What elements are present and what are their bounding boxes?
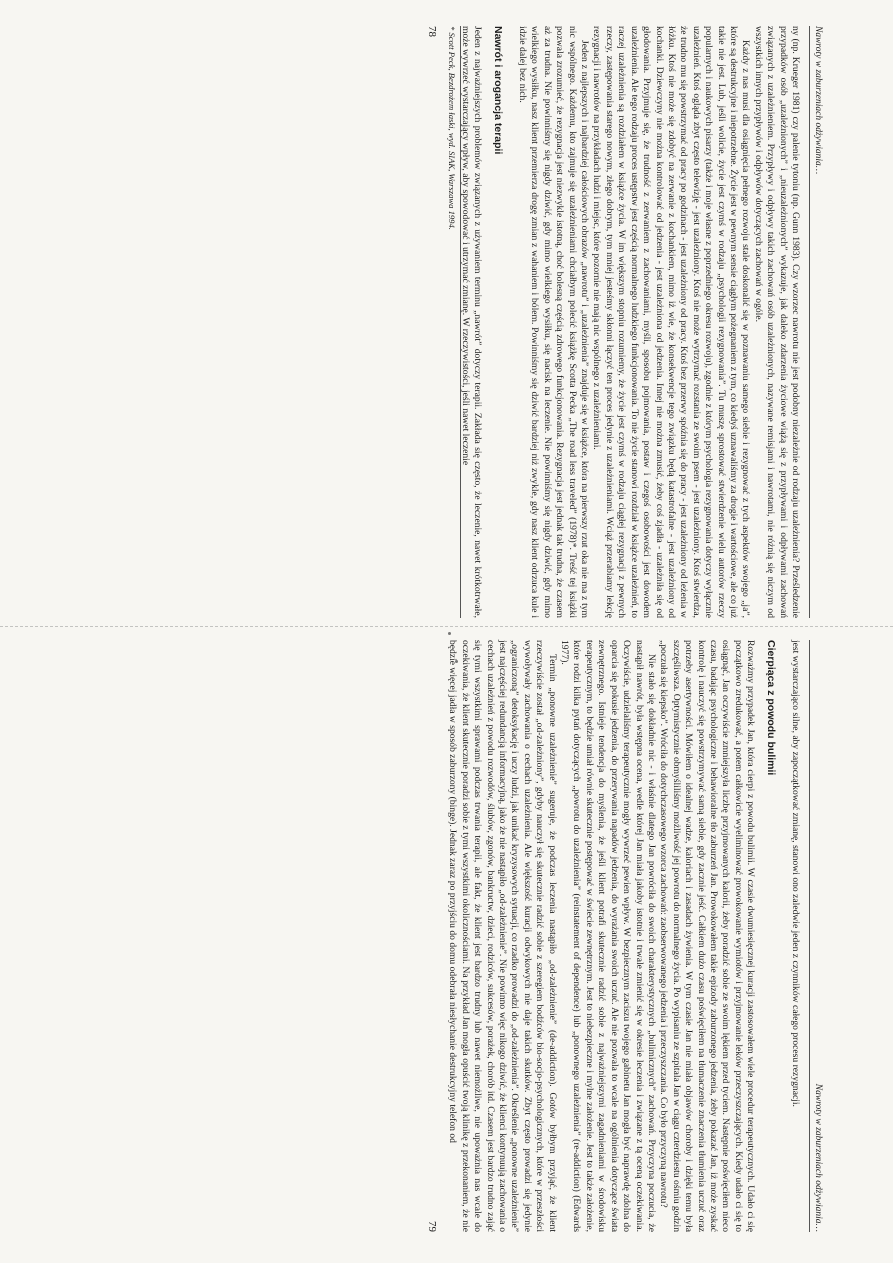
paragraph: Każdy z nas musi dla osiągnięcia pełnego rozwoju stale doskonalić się w poznawaniu samego siebie i rezygnować z tych aspektów swojego „ja”, które są destrukcyjne i niepotrzebne. Życie jest w pewnym sensie ciągłym pożegnaniem z tym, co kiedyś uznawaliśmy za drogie i wartościowe, ale co już takie nie jest. Lub, jeśli wolicie, życie jest czymś w rodzaju „psychologii rezygnowania”. Tu muszę sprostować stwierdzenie wielu autorów rzeczy popularnych i naukowych pisarzy (także i moje własne z poprzedniego okresu rozwoju), zgodnie z którym psychologia rezygnowania dotyczy wyłącznie uzależnień. Ktoś ogląda zbyt często telewizję - jest uzależniony. Ktoś nie może wytrzymać rozstania ze swoim psem - jest uzależniony. Ktoś stwierdza, że trudno mu się powstrzymać od pracy po godzinach - jest uzależniony od pracy. Ktoś bez przerwy spóźnia się do pracy - jest uzależniony od leżenia w łóżku. Ktoś nie może się zdobyć na zerwanie z kochankiem, mimo iż wie, że konsekwencje tego związku będą katastrofalne - jest uzależniony od kochanki. Dziewczyny nie można kontrolować od jedzenia - jest uzależniona od jedzenia. Innej nie można zmusić, żeby coś zjadła - uzależniła się od głodowania. Przyjmuje się, że trudność z zerwaniem z zachowaniami, myśli, sposobu pojmowania, postaw i czegoś osobowości jest dowodem uzależnienia. Ale tego rodzaju proces ustępstw jest częścią normalnego ludzkiego funkcjonowania. To nie życie stanowi rozdział w książce uzależnień, to raczej uzależnienia są rozdziałem w książce życia. W im większym stopniu rozumiemy, że życie jest czymś w rodzaju ciągłej rezygnacji z pewnych rzeczy, zastępowania starego nowym, złego dobrym, tym mniej jesteśmy skłonni łączyć ten proces jedynie z uzależnieniami. Wciąż przerabiamy lekcję rezygnacji i nawrotów na przykładach ludzi i miejsc, które pozornie nie mają nic wspólnego z uzależnieniami. <box>591 26 752 618</box>
running-header <box>809 640 824 1232</box>
book-page-right <box>426 640 824 1232</box>
paragraph: Nie stało się dokładnie nic - i właśnie dlatego Jan powróciła do swoich charakterystycznych „bulimicznych” zachowań. Przyczyna poczucia, że nastąpił nawrót, była wstępna ocena, wedle której Jan miała jakoby istotnie i trwale zmienić się w okresie leczenia i związane z tą oceną oczekiwania. Oczywiście, udzielaliśmy terapeutycznie mogły wywrzeć pewien wpływ. W bezpiecznym zaciszu twojego gabinetu Jan mogła być naprawdę zdolna do oparcia się pokusie jedzenia, do przerywania napadów jedzenia, do wyrażania swoich uczuć. Ale nie pozwala to wcale na ogólnienia dotyczące świata zewnętrznego. Istnieje tendencja do myślenia, że jeśli klient potrafi skutecznie radzić sobie z najważniejszymi zagadnieniami w środowisku terapeutycznym, to będzie umiał równie skutecznie postępować w świecie zewnętrznym. Jest to niebezpieczne i mylne założenie. Jest to także założenie, które rodzi kilka pytań dotyczących „powrotu do uzależnienia” (reinstatement of dependence) lub „ponownego uzależnienia” (re-addiction) (Edwards 1977). <box>559 640 657 1232</box>
section-heading: Nawrót i arogancja terapii <box>491 26 504 155</box>
paragraph: jest wystarczająco silne, aby zapoczątkować zmianę, stanowi ono zaledwie jeden z czynników całego procesu rezygnacji. <box>790 640 801 1107</box>
scan-fold-line <box>0 626 893 627</box>
section-heading: Cierpiąca z powodu bulimii <box>764 640 777 776</box>
page-number: 78 <box>426 26 439 37</box>
paragraph: Jeden z najważniejszych problemów związanych z używaniem terminu „nawrót” dotyczy terapii. Zakłada się często, że leczenie, nawet krótkotrwałe, może wywrzeć wystarczający wpływ, aby spowodować i utrzymać zmianę. W rzeczywistości, jeśli nawet leczenie <box>459 26 484 618</box>
running-header <box>809 26 824 618</box>
book-page-left <box>426 26 824 618</box>
page-number: 79 <box>426 1221 439 1232</box>
paragraph: ny (np. Krueger 1981) czy palenie tytoniu (np. Gunn 1983). Czy wzorzec nawrotu nie jest podobny niezależnie od rodzaju uzależnienia? Prześledzenie przypadków osób „uzależnionych” i „nieuzależnionych” wykazuje, jak daleko zdarzenia życiowe wiążą się z przypływami i odpływami zachowań związanych z uzależnieniem. Przypływy i odpływy takich zachowań osób uzależnionych, nazywane remisjami i nawrotami, nie różnią się niczym od wszystkich innych przypływów i odpływów dotyczących zachowań w ogóle. <box>752 26 801 618</box>
running-header-text: Nawroty w zaburzeniach odżywiania… <box>813 26 823 175</box>
scan-speck <box>448 632 451 635</box>
footnote: * Scott Peck, Bezdrożem łaski, wyd. SIAK, Warszawa 1994. <box>446 26 461 618</box>
paragraph: Rozważmy przypadek Jan, która cierpi z powodu bulimii. W czasie dwumiesięcznej kuracji zastosowałem wiele procedur terapeutycznych. Udało ci się początkowo zredukować, a potem całkowicie wyeliminować prowokowanie wymiotów i przyjmowanie leków przeczyszczających. Kiedy udało ci się to osiągnąć, Jan oczywiście zmniejszyła liczbę przyjmowanych kalorii, żeby poradzić sobie ze swoim lękiem przed tyciem. Następnie poświęciłem nieco czasu, badając psychologiczne i behawioralne tło zaburzeń Jan. Prowokowałem takie epizody zaburzonego jedzenia, żeby pokazać Jan, iż może zyskać kontrolę i nauczyć się powstrzymywać samą siebie, gdy zacznie jeść. Całkiem dużo czasu poświęciłem na tłumaczenie znaczenia tłumienia uczuć oraz potrzeby asertywności. Mówiłem o idealnej wadze, kaloriach i zasadach żywienia. W tym czasie Jan nie miała objawów choroby i dzięki temu była szczęśliwsza. Optymistycznie obmyśliliśmy możliwość jej powrotu do normalnego życia. Po wypisaniu ze szpitala Jan w ciągu czterdziestu ośmiu godzin „poczuła się kiepsko”. Wróciła do dotychczasowego wzorca zachowań: zaobserwowanego jedzenia i przeczyszczania. Co było przyczyną nawrotu? <box>658 640 757 1233</box>
paragraph: Termin „ponowne uzależnienie” sugeruje, że podczas leczenia nastąpiło „od-zależnienie” (de-addiction). Gotów byłbym przyjąć, że klient rzeczywiście został „od-zależniony”, gdyby nauczył się skutecznie radzić sobie z szeregiem bodźców bio-socjo-psychologicznych, które w przeszłości wywoływały zachowania o cechach uzależnienia. Ale większość kuracji odwykowych nie daje takich skutków. Zbyt często prowadzi się jedynie „ograniczoną” detoksykację i uczy ludzi, jak unikać kryzysowych sytuacji, co rzadko prowadzi do „od-zależnienia”. Określenie „ponowne uzależnienie” jest najczęściej redundancją informacyjną, jako że nie nastąpiło „od-zależnienie”. Nie powinno więc nikogo dziwić, że klienci kontynuują zachowania o cechach uzależnień z powodu rozwodów, ślubów, zgonów, bankructw, dzieci, rodziców, sukcesów, porażek, chorób itd. Czasem jest bardzo trudno zająć się tymi wszystkimi sprawami podczas trwania terapii, ale fakt, że klient jest bardzo trudny lub nawet niemożliwe, nie upoważnia nas wcale do oczekiwania, że klient skutecznie poradzi sobie z tymi wszystkimi okolicznościami. Na przykład Jan mogła opuścić twoją klinikę z przekonaniem, że nie będzie więcej jadła w sposób zaburzony (binge). Jednak zaraz po przyjściu do domu odebrała niesłychanie destrukcyjny telefon od <box>447 640 558 1232</box>
running-header-text: Nawroty w zaburzeniach odżywiania… <box>813 1083 823 1232</box>
paragraph: Jeden z najlepszych i najbardziej całościowych obrazów „nawrotu” i „uzależnienia” znajduje się w książce, która na pierwszy rzut oka nie ma z tym nic wspólnego. Każdemu, kto zajmuje się uzależnieniami chciałbym polecić książkę Scotta Pecka „The road less traveled” (1978)*. Treść tej książki pozwala zrozumieć, że rezygnacja jest niezwykle istotną, choć bolesną częścią zdrowego funkcjonowania. Rezygnacja jest jednak tak trudna, że czasem aż za trudna. Nie powinniśmy się nigdy dziwić, gdy mimo wielkiego wysiłku, się nacisk na leczenie. Nie powinniśmy się nigdy dziwić, gdy mimo wielkiego wysiłku, nasz klient przemierza drogę zmian z wahaniem i bólem. Powinniśmy się dziwić bardziej niż zwykle, gdy nasz klient odrzuca kule i idzie dalej bez nich. <box>517 26 591 618</box>
